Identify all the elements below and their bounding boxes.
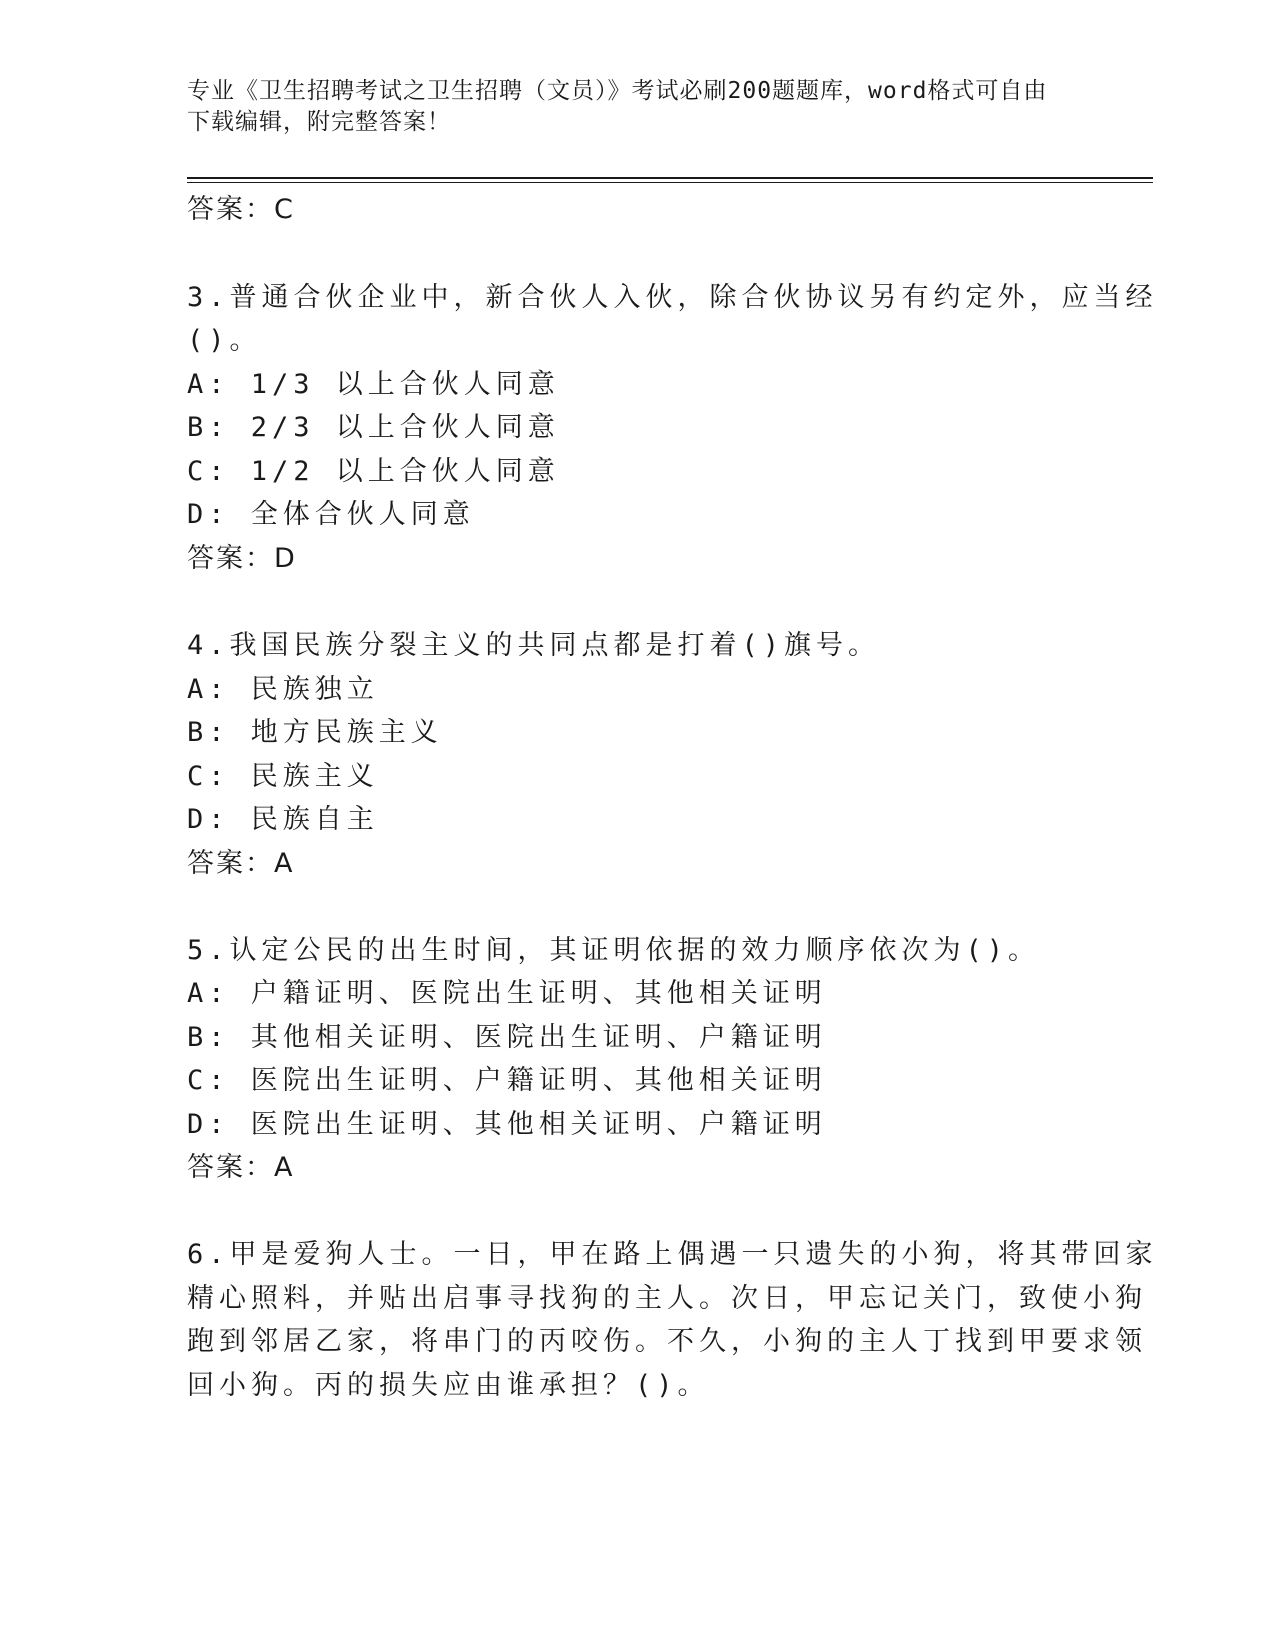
answer-line: 答案：A [187, 1152, 295, 1183]
document-header: 专业《卫生招聘考试之卫生招聘（文员）》考试必刷200题题库，word格式可自由下载编辑，附完整答案！ [187, 78, 1048, 135]
answer-line: 答案：D [187, 543, 297, 574]
question-stem: 4.我国民族分裂主义的共同点都是打着()旗号。 [187, 630, 881, 661]
question-stem: ()。 [187, 325, 262, 356]
question-stem: 5.认定公民的出生时间，其证明依据的效力顺序依次为()。 [187, 935, 1041, 966]
question-stem: 跑到邻居乙家，将串门的丙咬伤。不久，小狗的主人丁找到甲要求领 [187, 1326, 1147, 1357]
option-b: B: 其他相关证明、医院出生证明、户籍证明 [187, 1022, 827, 1053]
option-d: D: 民族自主 [187, 804, 379, 835]
question-stem: 3.普通合伙企业中，新合伙人入伙，除合伙协议另有约定外，应当经 [187, 282, 1158, 313]
option-c: C: 民族主义 [187, 761, 379, 792]
question-stem: 回小狗。丙的损失应由谁承担？()。 [187, 1370, 710, 1401]
answer-line: 答案：A [187, 848, 295, 879]
option-b: B: 地方民族主义 [187, 717, 443, 748]
option-a: A: 户籍证明、医院出生证明、其他相关证明 [187, 978, 827, 1009]
header-divider-thin [187, 182, 1153, 183]
option-c: C: 1/2 以上合伙人同意 [187, 456, 560, 487]
option-a: A: 民族独立 [187, 674, 379, 705]
answer-line: 答案：C [187, 194, 295, 225]
option-b: B: 2/3 以上合伙人同意 [187, 412, 560, 443]
question-stem: 精心照料，并贴出启事寻找狗的主人。次日，甲忘记关门，致使小狗 [187, 1283, 1147, 1314]
option-d: D: 医院出生证明、其他相关证明、户籍证明 [187, 1109, 827, 1140]
question-stem: 6.甲是爱狗人士。一日，甲在路上偶遇一只遗失的小狗，将其带回家 [187, 1239, 1158, 1270]
option-c: C: 医院出生证明、户籍证明、其他相关证明 [187, 1065, 827, 1096]
option-a: A: 1/3 以上合伙人同意 [187, 369, 560, 400]
option-d: D: 全体合伙人同意 [187, 499, 475, 530]
header-divider-thick [187, 177, 1153, 179]
